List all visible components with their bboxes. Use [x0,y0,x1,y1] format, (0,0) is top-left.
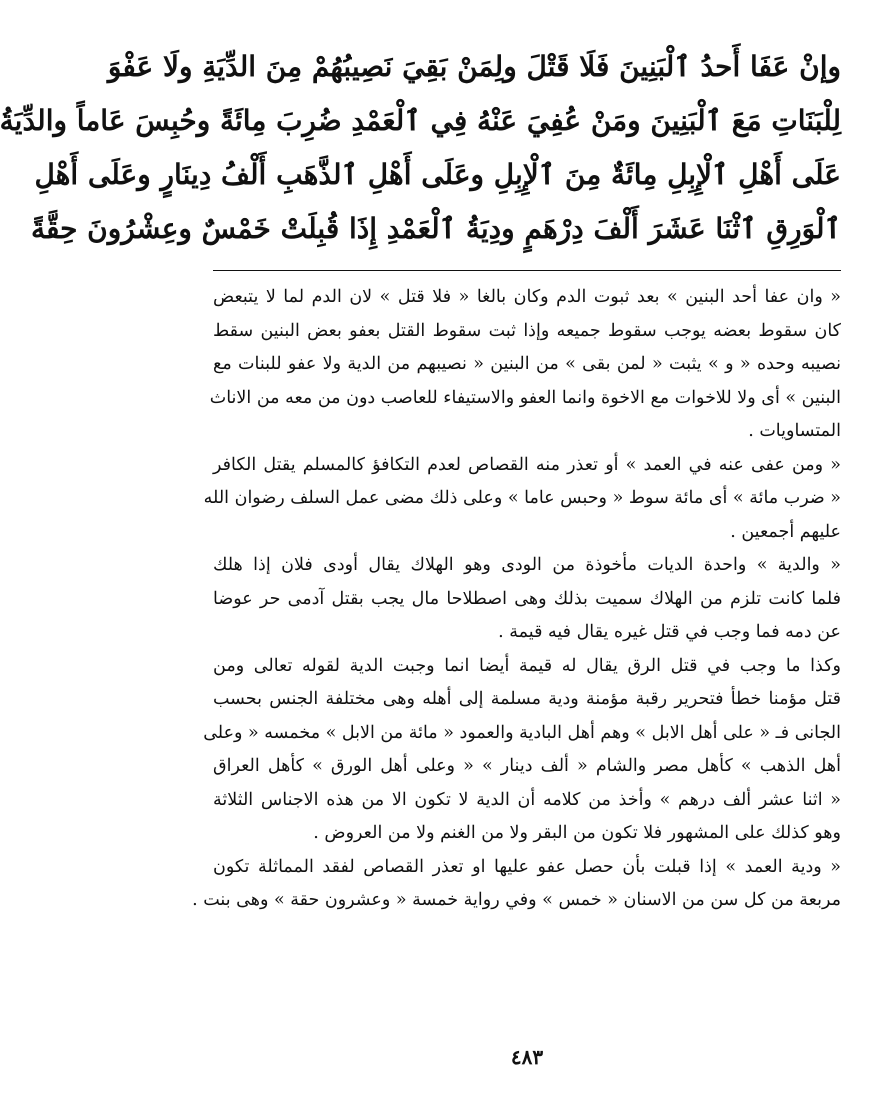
commentary-line: نصيبه وحده « و » يثبت « لمن بقى » من البنين « نصيبهم من الدية ولا عفو للبنات مع [213,354,841,374]
commentary-line: مربعة من كل سن من الاسنان « خمس » وفي رواية خمسة « وعشرون حقة » وهى بنت . [192,890,841,910]
matn-line: عَلَى أَهْلِ ٱلْإِبِلِ مِائَةٌ مِنَ ٱلْإِبِلِ وعَلَى أَهْلِ ٱلذَّهَبِ أَلْفُ دِينَارٍ وعَلَى أَهْلِ [34,158,841,191]
commentary-line: أهل الذهب » كأهل مصر والشام « ألف دينار » « وعلى أهل الورق » كأهل العراق [213,756,841,776]
commentary-line: وكذا ما وجب في قتل الرق يقال له قيمة أيضا انما وجبت الدية لقوله تعالى ومن [213,655,841,676]
matn-text-block [0,40,841,256]
commentary-line: الجانى فـ « على أهل الابل » وهم أهل البادية والعمود « مائة من الابل » مخمسه « وعلى [203,722,841,743]
commentary-line: البنين » أى ولا للاخوات مع الاخوة وانما العفو والاستيفاء للعاصب دون من معه من الاناث [209,387,841,408]
commentary-line: وهو كذلك على المشهور فلا تكون من البقر ولا من الغنم ولا من العروض . [313,823,841,843]
page-number: ٤٨٣ [510,1045,544,1069]
commentary-line: « ودية العمد » إذا قبلت بأن حصل عفو عليها او تعذر القصاص لفقد المماثلة تكون [213,856,841,877]
commentary-line: عن دمه فما وجب في قتل غيره يقال فيه قيمة . [498,622,841,642]
commentary-text-block [192,281,841,918]
commentary-line: « ومن عفى عنه في العمد » أو تعذر منه القصاص لعدم التكافؤ كالمسلم يقتل الكافر [213,454,841,475]
commentary-line: « والدية » واحدة الديات مأخوذة من الودى وهو الهلاك يقال أودى فلان إذا هلك [213,555,841,575]
matn-line: وإنْ عَفَا أَحدُ ٱلْبَنِينَ فَلَا قَتْلَ ولِمَنْ بَقِيَ نَصِيبُهُمْ مِنَ الدِّيَةِ ولَا عَفْوَ [107,50,841,83]
document-page [0,40,841,1071]
commentary-line: كان سقوط بعضه يوجب سقوط جميعه وإذا ثبت سقوط القتل بعفو بعض البنين سقط [213,320,841,341]
matn-line: ٱلْوَرِقِ ٱثْنَا عَشَرَ أَلْفَ دِرْهَمٍ ودِيَةُ ٱلْعَمْدِ إِذَا قُبِلَتْ خَمْسٌ وعِشْرُونَ حِقَّةً [30,212,841,245]
commentary-line: « وان عفا أحد البنين » بعد ثبوت الدم وكان بالغا « فلا قتل » لان الدم لما لا يتبعض [213,287,841,307]
matn-line: لِلْبَنَاتِ مَعَ ٱلْبَنِينَ ومَنْ عُفِيَ عَنْهُ فِي ٱلْعَمْدِ ضُرِبَ مِائَةً وحُبِسَ عَاماً والدِّيَةُ [0,104,841,137]
commentary-line: المتساويات . [748,421,841,441]
commentary-line: « اثنا عشر ألف درهم » وأخذ من كلامه أن الدية لا تكون الا من هذه الاجناس الثلاثة [213,789,841,810]
commentary-line: عليهم أجمعين . [730,521,841,542]
separator-rule [213,270,841,271]
commentary-line: فلما كانت تلزم من الهلاك سميت بذلك وهى اصطلاحا مال يجب بقتل آدمى حر عوضا [213,588,841,609]
commentary-line: قتل مؤمنا خطأ فتحرير رقبة مؤمنة ودية مسلمة إلى أهله وهى مختلفة الجنس بحسب [213,689,841,709]
commentary-line: « ضرب مائة » أى مائة سوط « وحبس عاما » وعلى ذلك مضى عمل السلف رضوان الله [203,488,841,508]
